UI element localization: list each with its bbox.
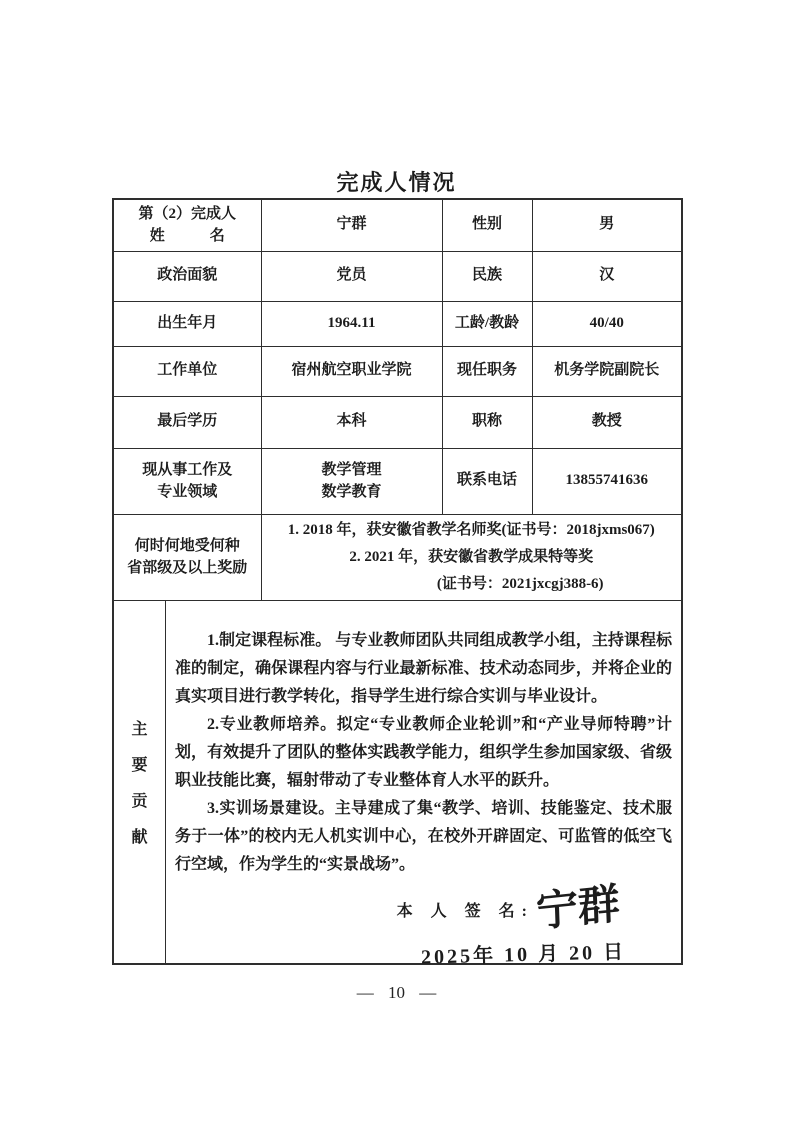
handwritten-signature: 宁群: [535, 881, 621, 936]
signature-row: [175, 881, 672, 936]
contribution-label-char: 献: [131, 829, 148, 846]
table-row: [114, 251, 681, 301]
contribution-label-char: 要: [131, 757, 148, 774]
handwritten-date: 2025年 10 月 20 日: [420, 941, 627, 969]
field-value-title: 教授: [532, 396, 681, 448]
award-item-1: 1. 2018 年，获安徽省教学名师奖(证书号：2018jxms067): [287, 521, 655, 538]
field-value-current-work-line2: 数学教育: [321, 484, 382, 500]
signature-label: 本 人 签 名:: [396, 902, 534, 920]
field-value-gender: 男: [532, 200, 681, 251]
contribution-paragraph-3: 3.实训场景建设。主导建成了集“教学、培训、技能鉴定、技术服务于一体”的校内无人机实训中心，在校外开辟固定、可监管的低空飞行空域，作为学生的“实景战场”。: [175, 799, 672, 873]
field-value-current-position: 机务学院副院长: [532, 346, 681, 396]
field-value-work-unit: 宿州航空职业学院: [261, 346, 442, 396]
page-number: — 10 —: [356, 983, 437, 1002]
field-value-ethnicity: 汉: [532, 251, 681, 301]
contribution-paragraph-2: 2.专业教师培养。拟定“专业教师企业轮训”和“产业导师特聘”计划，有效提升了团队的整体实践教学能力，组织学生参加国家级、省级职业技能比赛，辐射带动了专业整体育人水平的跃升。: [175, 715, 672, 789]
table-row: [114, 396, 681, 448]
field-label-work-unit: 工作单位: [114, 346, 261, 396]
field-label-name-line1: 第（2）完成人: [138, 206, 236, 223]
field-label-seniority: 工龄/教龄: [442, 301, 532, 346]
main-contribution-row: [114, 600, 681, 969]
table-row: [114, 514, 681, 600]
field-label-political-status: 政治面貌: [114, 251, 261, 301]
field-label-awards: [114, 514, 261, 600]
table-row: [114, 448, 681, 514]
field-value-current-work-line1: 教学管理: [321, 462, 382, 478]
field-label-awards-line1: 何时何地受何种: [134, 538, 240, 554]
field-value-birth-date: 1964.11: [261, 301, 442, 346]
signature-date-row: [175, 938, 672, 967]
page-title: 完成人情况: [336, 170, 457, 195]
field-label-current-work-line1: 现从事工作及: [142, 462, 233, 478]
award-item-2: 2. 2021 年，获安徽省教学成果特等奖: [349, 548, 594, 565]
table-row: [114, 301, 681, 346]
completer-info-table: [112, 198, 683, 969]
contribution-paragraph-1: 1.制定课程标准。 与专业教师团队共同组成教学小组，主持课程标准的制定，确保课程内容与行业最新标准、技术动态同步，并将企业的真实项目进行教学转化，指导学生进行综合实训与毕业设计。: [175, 631, 672, 705]
field-value-current-work: [261, 448, 442, 514]
field-value-education: 本科: [261, 396, 442, 448]
field-label-ethnicity: 民族: [442, 251, 532, 301]
field-label-name: [114, 200, 261, 251]
field-label-awards-line2: 省部级及以上奖励: [127, 560, 248, 576]
main-contribution-label: [114, 601, 166, 963]
main-contribution-content: [166, 601, 681, 969]
contribution-label-char: 主: [131, 721, 148, 738]
contribution-label-char: 贡: [131, 793, 148, 810]
field-label-current-position: 现任职务: [442, 346, 532, 396]
field-label-phone: 联系电话: [442, 448, 532, 514]
field-value-phone: 13855741636: [532, 448, 681, 514]
field-value-name: 宁群: [261, 200, 442, 251]
info-table: [114, 200, 681, 600]
field-value-political-status: 党员: [261, 251, 442, 301]
field-value-seniority: 40/40: [532, 301, 681, 346]
field-label-birth-date: 出生年月: [114, 301, 261, 346]
field-label-education: 最后学历: [114, 396, 261, 448]
award-item-2-cert: (证书号：2021jxcgj388-6): [436, 575, 604, 592]
field-label-current-work-line2: 专业领域: [157, 484, 218, 500]
table-row: [114, 200, 681, 251]
field-value-awards: [261, 514, 681, 600]
field-label-gender: 性别: [442, 200, 532, 251]
field-label-title: 职称: [442, 396, 532, 448]
table-row: [114, 346, 681, 396]
field-label-current-work: [114, 448, 261, 514]
field-label-name-line2: 姓 名: [149, 228, 225, 245]
